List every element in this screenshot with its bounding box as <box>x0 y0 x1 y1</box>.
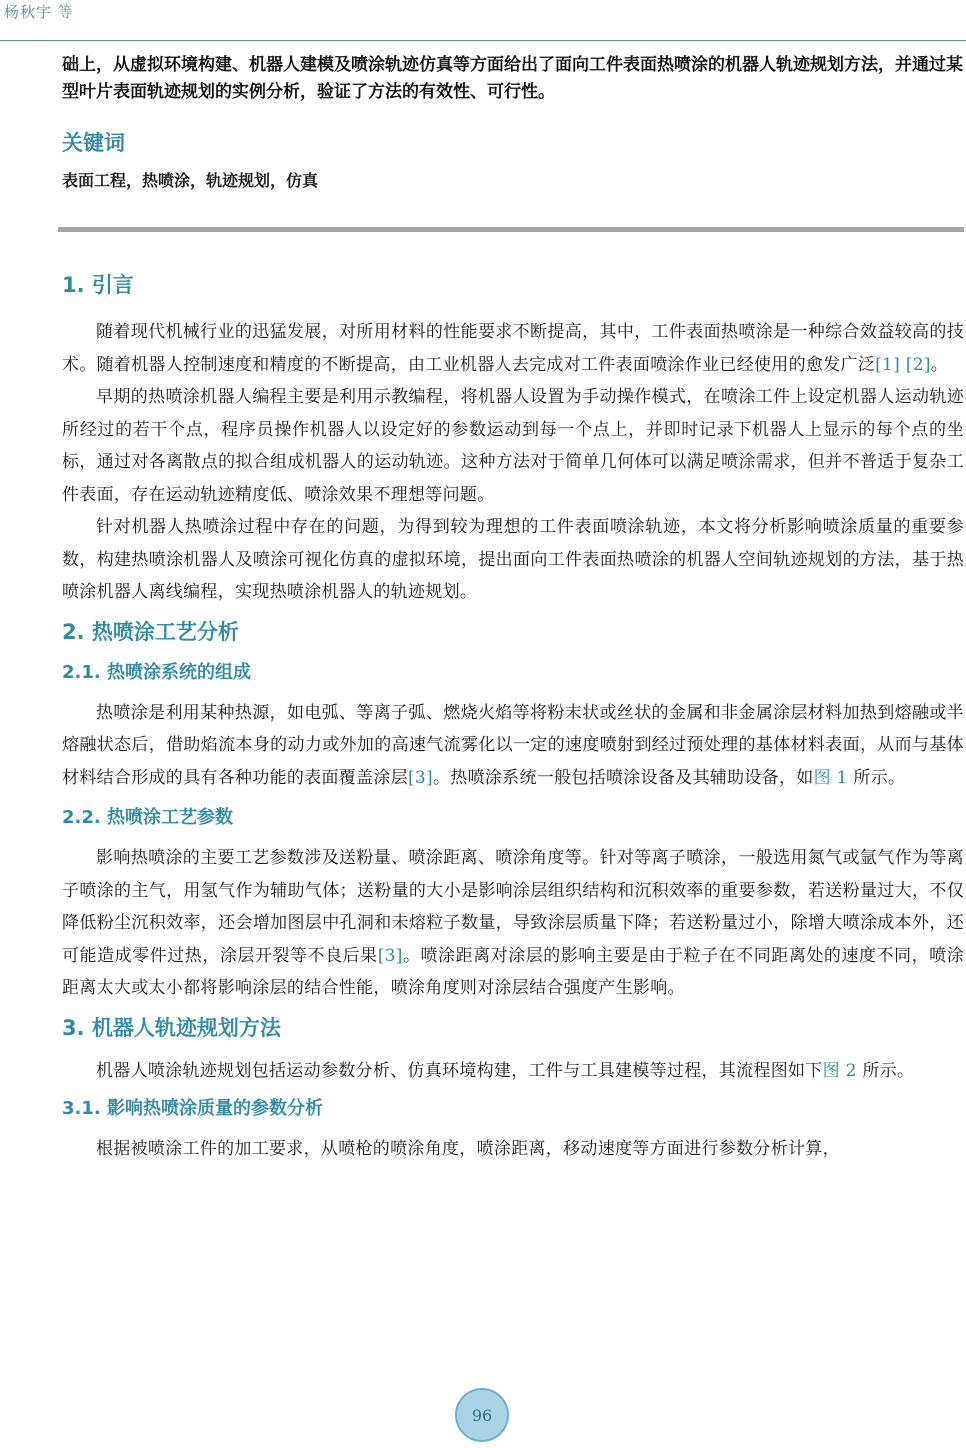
section-2-title: 2. 热喷涂工艺分析 <box>62 619 239 644</box>
section-1-paragraph-2: 早期的热喷涂机器人编程主要是利用示教编程，将机器人设置为手动操作模式，在喷涂工件上设定机器人运动轨迹所经过的若干个点，程序员操作机器人以设定好的参数运动到每一个点上，并即时记录下机器人上显示的每个点的坐标，通过对各离散点的拟合组成机器人的运动轨迹。这种方法对于简单几何体可以满足喷涂需求，但并不普适于复杂工件表面，存在运动轨迹精度低、喷涂效果不理想等问题。 <box>62 387 964 505</box>
figure-link[interactable]: 图 1 <box>813 767 848 788</box>
section-2-2-title: 2.2. 热喷涂工艺参数 <box>62 807 233 828</box>
keywords-text: 表面工程，热喷涂，轨迹规划，仿真 <box>62 171 319 190</box>
paragraph-text: 影响热喷涂的主要工艺参数涉及送粉量、喷涂距离、喷涂角度等。针对等离子喷涂，一般选用氮气或氩气作为等离子喷涂的主气，用氢气作为辅助气体；送粉量的大小是影响涂层组织结构和沉积效率的重要参数，若送粉量过大，不仅降低粉尘沉积效率，还会增加图层中孔洞和未熔粒子数量，导致涂层质量下降；若送粉量过小，除增大喷涂成本外，还可能造成零件过热，涂层开裂等不良后果 <box>62 848 964 966</box>
paragraph-text: 机器人喷涂轨迹规划包括运动参数分析、仿真环境构建，工件与工具建模等过程，其流程图如下 <box>96 1060 823 1081</box>
section-2-1-title: 2.1. 热喷涂系统的组成 <box>62 661 251 683</box>
main-body <box>62 270 964 1166</box>
running-header-author: 杨秋宇 等 <box>4 3 74 21</box>
header-rule <box>0 40 966 41</box>
paragraph-text: 热喷涂是利用某种热源，如电弧、等离子弧、燃烧火焰等将粉末状或丝状的金属和非金属涂层材料加热到熔融或半熔融状态后，借助焰流本身的动力或外加的高速气流雾化以一定的速度喷射到经过预处理的基体材料表面，从而与基体材料结合形成的具有各种功能的表面覆盖涂层 <box>62 702 964 788</box>
section-3-1-paragraph: 根据被喷涂工件的加工要求，从喷枪的喷涂角度，喷涂距离，移动速度等方面进行参数分析计算， <box>96 1139 840 1159</box>
abstract-tail: 础上，从虚拟环境构建、机器人建模及喷涂轨迹仿真等方面给出了面向工件表面热喷涂的机器人轨迹规划方法，并通过某型叶片表面轨迹规划的实例分析，验证了方法的有效性、可行性。 <box>62 55 963 102</box>
keywords-heading: 关键词 <box>62 131 125 155</box>
page-content <box>62 52 964 194</box>
section-3-title: 3. 机器人轨迹规划方法 <box>62 1015 281 1040</box>
paragraph-text: 。热喷涂系统一般包括喷涂设备及其辅助设备，如 <box>432 767 814 788</box>
paragraph-text: 。 <box>930 354 949 375</box>
section-1-paragraph-1 <box>62 316 964 381</box>
section-1-paragraph-3: 针对机器人热喷涂过程中存在的问题，为得到较为理想的工件表面喷涂轨迹，本文将分析影响喷涂质量的重要参数，构建热喷涂机器人及喷涂可视化仿真的虚拟环境，提出面向工件表面热喷涂的机器人空间轨迹规划的方法，基于热喷涂机器人离线编程，实现热喷涂机器人的轨迹规划。 <box>62 517 964 602</box>
keywords-divider <box>58 227 964 232</box>
citation-link[interactable]: [3] <box>408 767 433 788</box>
paragraph-text: 所示。 <box>847 767 906 788</box>
section-3-1-title: 3.1. 影响热喷涂质量的参数分析 <box>62 1098 323 1119</box>
figure-link[interactable]: 图 2 <box>822 1060 857 1081</box>
citation-link[interactable]: [3] <box>377 945 403 966</box>
section-2-2-paragraph <box>62 842 964 1005</box>
section-3-paragraph <box>62 1055 964 1088</box>
section-1-title: 1. 引言 <box>62 273 134 297</box>
citation-link[interactable]: [1] [2] <box>875 354 931 375</box>
section-2-1-paragraph <box>62 697 964 795</box>
paragraph-text: 。喷涂距离对涂层的影响主要是由于粒子在不同距离处的速度不同，喷涂距离太大或太小都将影响涂层的结合性能，喷涂角度则对涂层结合强度产生影响。 <box>62 945 964 998</box>
page-number-badge: 96 <box>455 1388 509 1442</box>
paragraph-text: 随着现代机械行业的迅猛发展，对所用材料的性能要求不断提高，其中，工件表面热喷涂是一种综合效益较高的技术。随着机器人控制速度和精度的不断提高，由工业机器人去完成对工件表面喷涂作业已经使用的愈发广泛 <box>62 322 964 375</box>
paragraph-text: 所示。 <box>856 1060 915 1081</box>
